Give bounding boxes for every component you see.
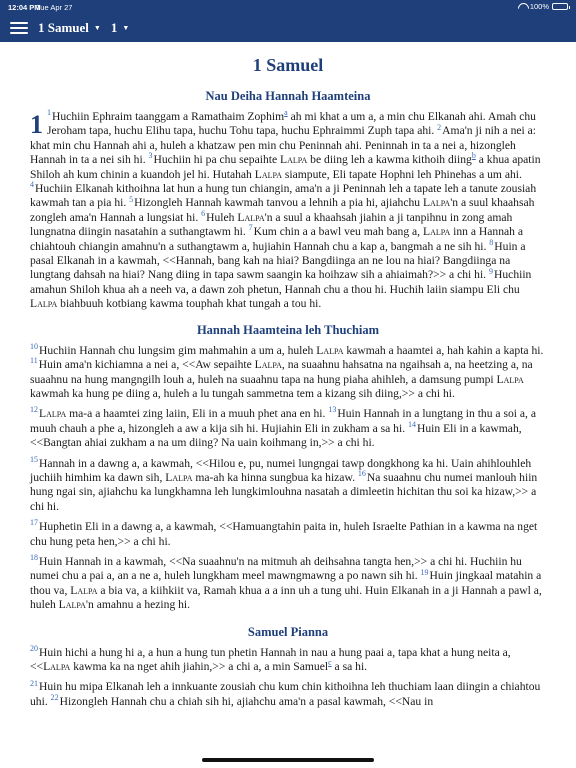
footnote-marker[interactable]: b bbox=[471, 151, 476, 161]
section-heading: Samuel Pianna bbox=[247, 624, 329, 639]
verse-number[interactable]: 10 bbox=[30, 341, 38, 351]
verse-number[interactable]: 17 bbox=[30, 518, 38, 528]
chevron-down-icon: ▼ bbox=[122, 24, 130, 32]
verse-number[interactable]: 11 bbox=[30, 356, 38, 366]
paragraph: $^{17}$Huphetin Eli in a dawng a, a kawmah, <<Hamuangtahin paita in, huleh Israelte Pathian in a kawma na nget chu hung peta hen,>> a chi hi. bbox=[30, 518, 538, 548]
wifi-icon bbox=[518, 3, 527, 10]
chapter-selector-label: 1 bbox=[110, 20, 118, 35]
section-heading: Hannah Haamteina leh Thuchiam bbox=[196, 322, 380, 337]
verse-number[interactable]: 14 bbox=[408, 419, 416, 429]
book-selector[interactable] bbox=[38, 20, 101, 36]
nav-bar bbox=[0, 14, 576, 42]
status-time: 12:04 PM bbox=[8, 3, 41, 12]
status-bar bbox=[0, 0, 576, 14]
verse-number[interactable]: 9 bbox=[489, 266, 493, 276]
chapter-selector[interactable] bbox=[111, 20, 129, 36]
section-heading: Nau Deiha Hannah Haamteina bbox=[205, 89, 371, 103]
status-date: Tue Apr 27 bbox=[36, 3, 73, 12]
verse-number[interactable]: 13 bbox=[328, 405, 337, 415]
verse-number[interactable]: 22 bbox=[50, 692, 59, 702]
chapter-number: 1 bbox=[30, 110, 43, 139]
home-indicator[interactable] bbox=[202, 758, 374, 762]
chevron-down-icon: ▼ bbox=[93, 24, 101, 32]
paragraph: $^{12}$Lalpa ma-a a haamtei zing laiin, Eli in a muuh phet ana en hi. $^{13}$Huin Hannah in a lungtang in thu a soi a, a muuh chauh a phe a, hizongleh a aw a kija sih hi. Hujiahin Eli in zukham a sa hi. $^{14}$Huin Eli in a kawmah, <<Bangtan ahiai zukham a na um diing? Na uain koihmang in,>> a chi hi. bbox=[30, 405, 536, 450]
verse-number[interactable]: 18 bbox=[30, 553, 38, 563]
verse-number[interactable]: 7 bbox=[248, 223, 253, 233]
verse-number[interactable]: 8 bbox=[489, 237, 494, 247]
verse-number[interactable]: 12 bbox=[30, 405, 38, 415]
footnote-marker[interactable]: a bbox=[284, 108, 288, 118]
verse-number[interactable]: 3 bbox=[148, 151, 153, 161]
paragraph: $^{10}$Huchiin Hannah chu lungsim gim mahmahin a um a, huleh Lalpa kawmah a haamtei a, hah kahin a kapta hi. $^{11}$Huin ama'n kichiamna a nei a, <<Aw sepaihte Lalpa, na suaahnu hahsatna na ngaihsah a, na heetzing a, na suaahnu na hung mangngilh louh a, huleh na suaahnu tapa na hung piaha ahihleh, a damsung pumpi Lalpa kawmah ka hung pe diing a, huleh a lu tungah sammetna tem a kizang sih diing,>> a chi hi. bbox=[30, 341, 544, 400]
verse-number[interactable]: 20 bbox=[30, 643, 38, 653]
verse-number[interactable]: 2 bbox=[437, 122, 442, 132]
verse-number[interactable]: 21 bbox=[30, 678, 38, 688]
verse-number[interactable]: 1 bbox=[47, 108, 51, 118]
book-selector-label: 1 Samuel bbox=[38, 20, 89, 35]
verse-number[interactable]: 16 bbox=[357, 469, 366, 479]
verse-number[interactable]: 15 bbox=[30, 454, 38, 464]
paragraph: $^{21}$Huin hu mipa Elkanah leh a innkuante zousiah chu kum chin kithoihna leh thuchiam laan diingin a chiahtou uhi. $^{22}$Hizongleh Hannah chu a chiah sih hi, ajiahchu ama'n a pasal kawmah, <<Nau in bbox=[30, 678, 541, 708]
paragraph: $^{15}$Hannah in a dawng a, a kawmah, <<Hilou e, pu, numei lungngai tawp dongkhong ka hi. Uain ahihlouhleh juchiih himhim ka dawn sih, Lalpa ma-ah ka hinna sungbua ka hizaw. $^{16}$Na suaahnu chu numei manlouh hiin hung ngai sin, ajiahchu ka lungkhamna leh lungkimlouhna nasatah a dimleetin hichitan thu soi ka hizaw,>> a chi hi. bbox=[30, 454, 538, 513]
scripture-content[interactable] bbox=[0, 42, 576, 768]
paragraph: $^{18}$Huin Hannah in a kawmah, <<Na suaahnu'n na mitmuh ah deihsahna tangta hen,>> a chi hi. Huchiin hu numei chu a pai a, an a ne a, huleh lungkham meel mawngmawng a po nawn sih hi. $^{19}$Huin jingkaal matahin a thou va, Lalpa a bia va, a kiihkiit va, Ramah khua a a inn uh a tung uhi. Huin Elkanah in a ji Hannah a pawl a, huleh Lalpa'n amahnu a hezing hi. bbox=[30, 553, 542, 612]
hamburger-menu-icon[interactable] bbox=[10, 22, 28, 34]
book-title: 1 Samuel bbox=[252, 55, 324, 75]
footnote-marker[interactable]: c bbox=[328, 658, 332, 668]
verse-number[interactable]: 5 bbox=[129, 194, 134, 204]
status-right bbox=[518, 2, 568, 11]
battery-icon bbox=[552, 3, 568, 10]
verse-number[interactable]: 4 bbox=[30, 180, 34, 190]
battery-percent: 100% bbox=[529, 2, 549, 11]
paragraph: 1 $^1$Huchiin Ephraim taanggam a Ramathaim Zophim$^a$ ah mi khat a um a, a min chu Elkanah ahi. Amah chu Jeroham tapa, huchu Elihu tapa, huchu Tohu tapa, huchu Ephraimmi Zuph tapa ahi. $^2$Ama'n ji nih a nei a: khat min chu Hannah ahi a, huleh a khatzaw pen min chu Peninnah ahi. Peninnah in ta a nei a, hizongleh Hannah in ta a nei sih hi. $^3$Huchiin hi pa chu sepaihte Lalpa be diing leh a kawma kithoih diing$^b$ a khua apatin Shiloh ah kum chinin a kuandoh jel hi. Hutahah Lalpa siampute, Eli tapate Hophni leh Phinehas a um ahi. $^4$Huchiin Elkanah kithoihna lat hun a hung tun chiangin, ama'n a ji Peninnah leh a tapate leh a tanute zousiah kawmah tan a pia hi. $^5$Hizongleh Hannah kawmah tanvou a lehnih a pia hi, ajiahchu Lalpa'n a suul khaahsah zongleh ama'n Hannah a lungsiat hi. $^6$Huleh Lalpa'n a suul a khaahsah jiahin a ji tanpihnu in zong amah lungnatna diingin nasatahin a suthangtawm hi. $^7$Kum chin a a bawl veu mah bang a, Lalpa inn a Hannah a chiahtouh chiangin amahnu'n a suthangtawm a, hujiahin Hannah chu a kap a, bangmah a ne sih hi. $^8$Huin a pasal Elkanah in a kawmah, <<Hannah, bang kah na hiai? Bangdiinga an ne lou na hiai? Bangdiinga na lungtang dahsah na hiai? Nang diing in tapa sawm saangin ka hoihzaw sih a ahiaimah?>> a chi hi. $^9$Huchiin amahun Shiloh khua ah a neeh va, a dawn zoh phetun, Hannah chu a thou hi. Huchih laiin siampu Eli chu Lalpa biahbuuh kotbiang kawma touphah khat tungah a tou hi. bbox=[30, 108, 541, 311]
verse-number[interactable]: 6 bbox=[201, 208, 206, 218]
paragraph: $^{20}$Huin hichi a hung hi a, a hun a hung tun phetin Hannah in nau a hung paai a, tapa khat a hung neita a, <<Lalpa kawma ka na nget ahih jiahin,>> a chi a, a min Samuel$^c$ a sa hi. bbox=[30, 643, 511, 673]
verse-number[interactable]: 19 bbox=[420, 567, 429, 577]
